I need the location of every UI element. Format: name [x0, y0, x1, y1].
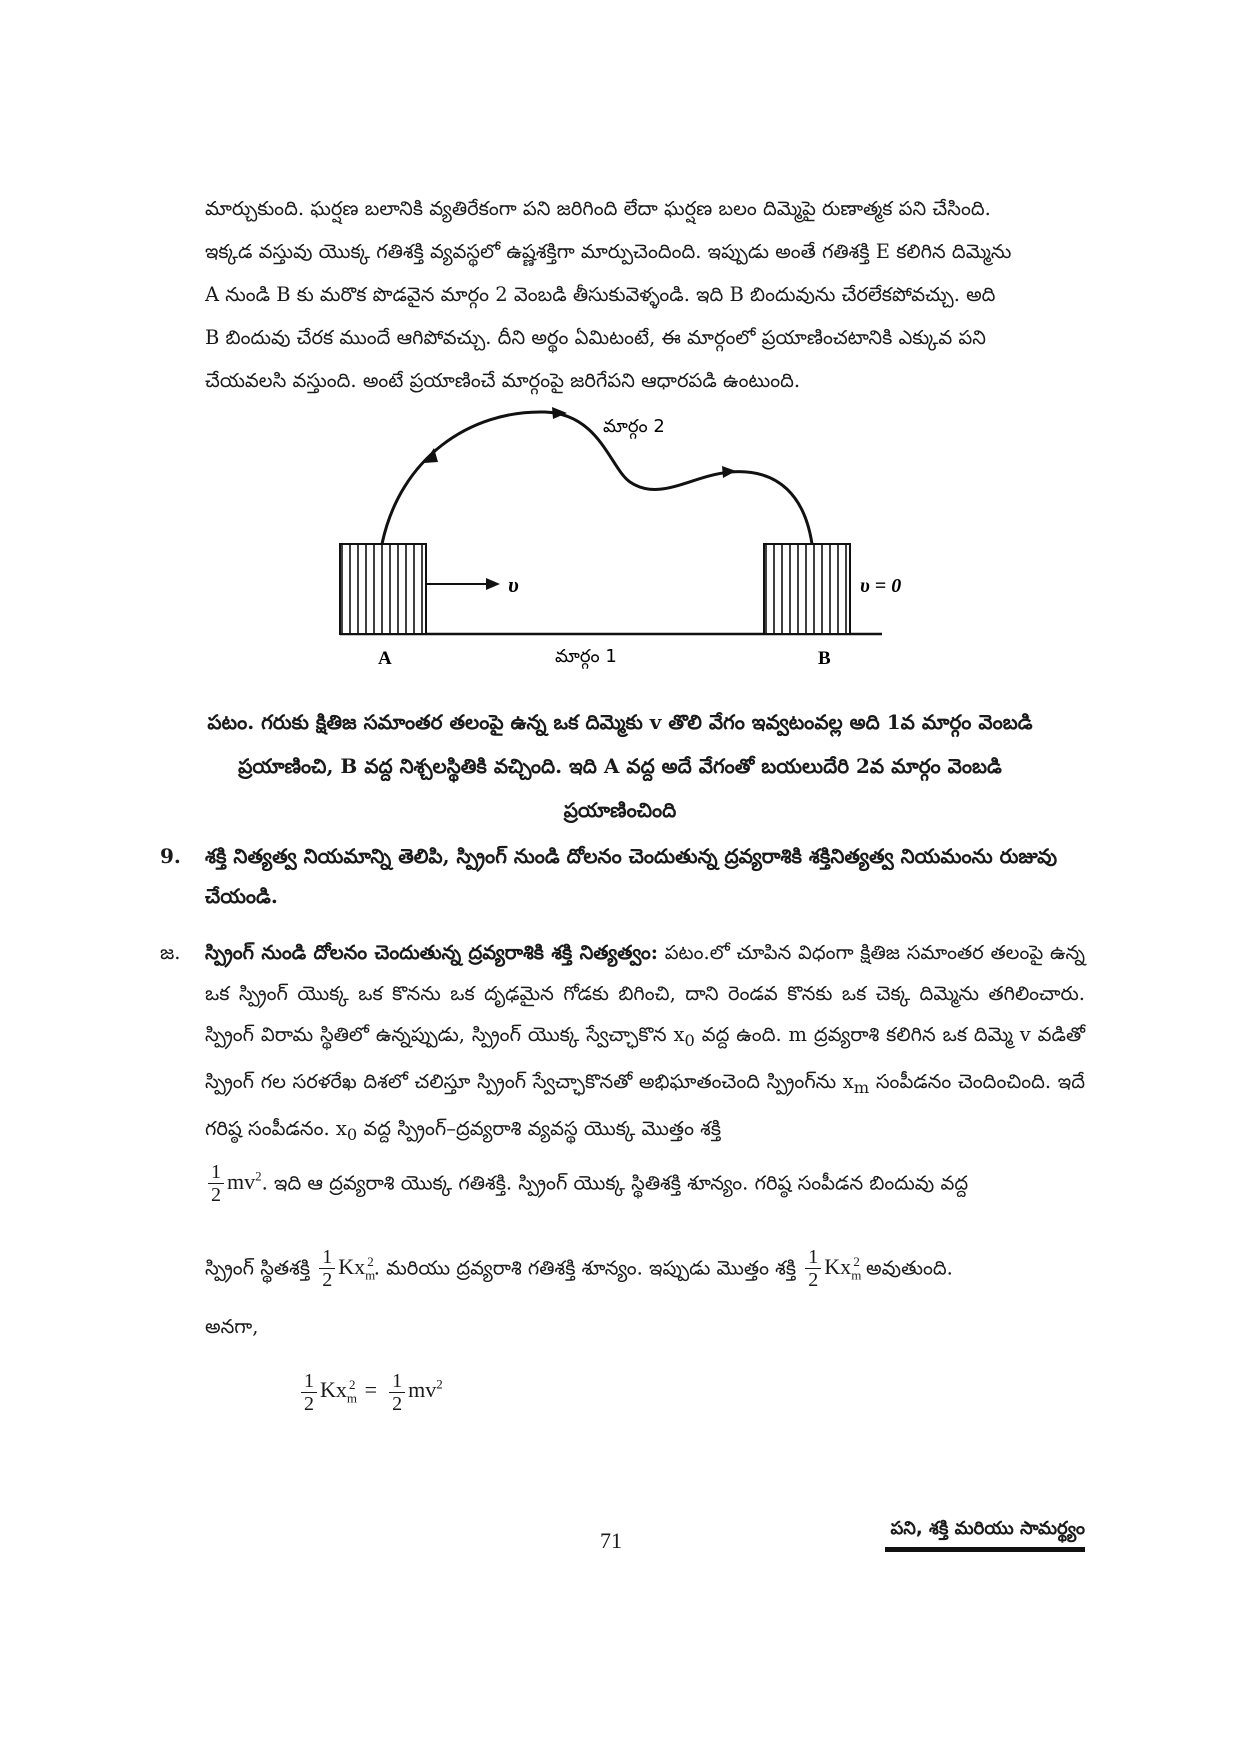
kx-squared: $Kx_m^2$: [320, 1376, 358, 1406]
question-9: [160, 836, 1085, 916]
answer-text: పటం.లో చూపిన విధంగా క్షితిజ సమాంతర తలంపై ఉన్న ఒక స్ప్రింగ్ యొక్క ఒక కొనను ఒక దృఢమైన గోడకు బిగించి, దాని రెండవ కొనకు ఒక చెక్క దిమ్మెను తగిలించారు. స్ప్రింగ్ విరామ స్థితిలో ఉన్నప్పుడు, స్ప్రింగ్ యొక్క స్వేచ్ఛాకొన x: [205, 941, 1085, 1046]
answer-block: [160, 932, 1085, 1155]
answer-text: . ఇది ఆ ద్రవ్యరాశి యొక్క గతిశక్తి. స్ప్రింగ్ యొక్క స్థితిశక్తి శూన్యం. గరిష్ఠ సంపీడన బిందువు వద్ద: [261, 1171, 969, 1195]
path-2-arrow: [552, 407, 567, 419]
intro-line: ఇక్కడ వస్తువు యొక్క గతిశక్తి వ్యవస్థలో ఉష్ణశక్తిగా మార్పుచెందింది. ఇప్పుడు అంతే గతిశక్తి E కలిగిన దిమ్మెను: [205, 240, 1012, 263]
fraction-half: $\frac{1}{2}$: [805, 1246, 821, 1291]
intro-line: చేయవలసి వస్తుంది. అంటే ప్రయాణించే మార్గంపై జరిగేపని ఆధారపడి ఉంటుంది.: [205, 369, 801, 392]
answer-text: సంపీడనం చెందించింది. ఇదే గరిష్ఠ సంపీడనం. x: [205, 1069, 1085, 1140]
question-number: 9.: [160, 844, 181, 868]
kinetic-energy-line: [205, 1155, 1085, 1206]
intro-line: మార్చుకుంది. ఘర్షణ బలానికి వ్యతిరేకంగా పని జరిగింది లేదా ఘర్షణ బలం దిమ్మెపై రుణాత్మక పని చేసింది.: [205, 197, 991, 220]
chapter-title: పని, శక్తి మరియు సామర్థ్యం: [885, 1518, 1085, 1552]
point-b-label: B: [818, 648, 831, 669]
answer-text: అవుతుంది.: [866, 1256, 953, 1280]
intro-paragraph: [205, 187, 1085, 402]
path-2-label: మార్గం 2: [603, 416, 665, 437]
answer-label: జ.: [160, 941, 181, 964]
answer-text: వద్ద ఉంది. m ద్రవ్యరాశి కలిగిన ఒక దిమ్మె v వడితో స్ప్రింగ్ గల సరళరేఖ దిశలో చలిస్తూ స్ప్రింగ్ స్వేచ్ఛాకొనతో అభిఘాతంచెంది స్ప్రింగ్‌ను x: [205, 1023, 1085, 1093]
answer-heading: స్ప్రింగ్ నుండి దోలనం చెందుతున్న ద్రవ్యరాశికి శక్తి నిత్యత్వం:: [205, 941, 658, 964]
subscript-m: m: [853, 1077, 870, 1097]
path-2-curve: [382, 412, 812, 544]
block-b: [764, 544, 850, 634]
caption-line: పటం. గరుకు క్షితిజ సమాంతర తలంపై ఉన్న ఒక దిమ్మెకు v తొలి వేగం ఇవ్వటంవల్ల అది 1వ మార్గం వెంబడి: [207, 710, 1033, 734]
final-velocity-label: υ = 0: [860, 575, 902, 597]
answer-body: [205, 932, 1085, 1155]
energy-equation: [298, 1370, 443, 1415]
figure-caption: [150, 700, 1090, 832]
page-number: 71: [600, 1528, 622, 1553]
caption-line: ప్రయాణించింది: [563, 798, 677, 822]
caption-line: ప్రయాణించి, B వద్ద నిశ్చలస్థితికి వచ్చింది. ఇది A వద్ద అదే వేగంతో బయలుదేరి 2వ మార్గం వెంబడి: [238, 754, 1002, 778]
point-a-label: A: [378, 648, 392, 669]
answer-text: అనగా,: [205, 1315, 259, 1338]
answer-text: స్ప్రింగ్ స్థితశక్తి: [205, 1256, 311, 1280]
subscript-0: 0: [684, 1030, 695, 1050]
answer-text: వద్ద స్ప్రింగ్–ద్రవ్యరాశి వ్యవస్థ యొక్క మొత్తం శక్తి: [357, 1116, 722, 1140]
intro-line: B బిందువు చేరక ముందే ఆగిపోవచ్చు. దీని అర్థం ఏమిటంటే, ఈ మార్గంలో ప్రయాణించటానికి ఎక్కువ పని: [205, 326, 986, 349]
kx-squared: $Kx_m^2$: [338, 1254, 376, 1283]
fraction-half: $\frac{1}{2}$: [319, 1246, 335, 1291]
fraction-half: $\frac{1}{2}$: [301, 1370, 317, 1415]
potential-energy-line: [205, 1240, 1085, 1298]
fraction-half: $\frac{1}{2}$: [208, 1161, 224, 1206]
mv-squared: $mv^2$: [408, 1376, 443, 1402]
fraction-half: $\frac{1}{2}$: [389, 1370, 405, 1415]
mv-squared: $mv^2$: [227, 1169, 262, 1195]
intro-line: A నుండి B కు మరొక పొడవైన మార్గం 2 వెంబడి తీసుకువెళ్ళండి. ఇది B బిందువును చేరలేకపోవచ్చు. అది: [205, 283, 996, 306]
path-1-label: మార్గం 1: [555, 646, 617, 667]
answer-text: . మరియు ద్రవ్యరాశి గతిశక్తి శూన్యం. ఇప్పుడు మొత్తం శక్తి: [373, 1256, 797, 1280]
block-a: [340, 544, 426, 634]
question-text: శక్తి నిత్యత్వ నియమాన్ని తెలిపి, స్ప్రింగ్ నుండి దోలనం చెందుతున్న ద్రవ్యరాశికి శక్తినిత్యత్వ నియమంను రుజువు చేయండి.: [205, 844, 1058, 908]
velocity-label: υ: [508, 572, 519, 597]
velocity-arrowhead: [486, 578, 500, 590]
path-diagram: [330, 398, 920, 678]
equals-sign: =: [364, 1377, 378, 1402]
kx-squared: $Kx_m^2$: [824, 1254, 862, 1283]
subscript-0: 0: [346, 1124, 358, 1144]
path-2-arrow: [722, 466, 736, 478]
